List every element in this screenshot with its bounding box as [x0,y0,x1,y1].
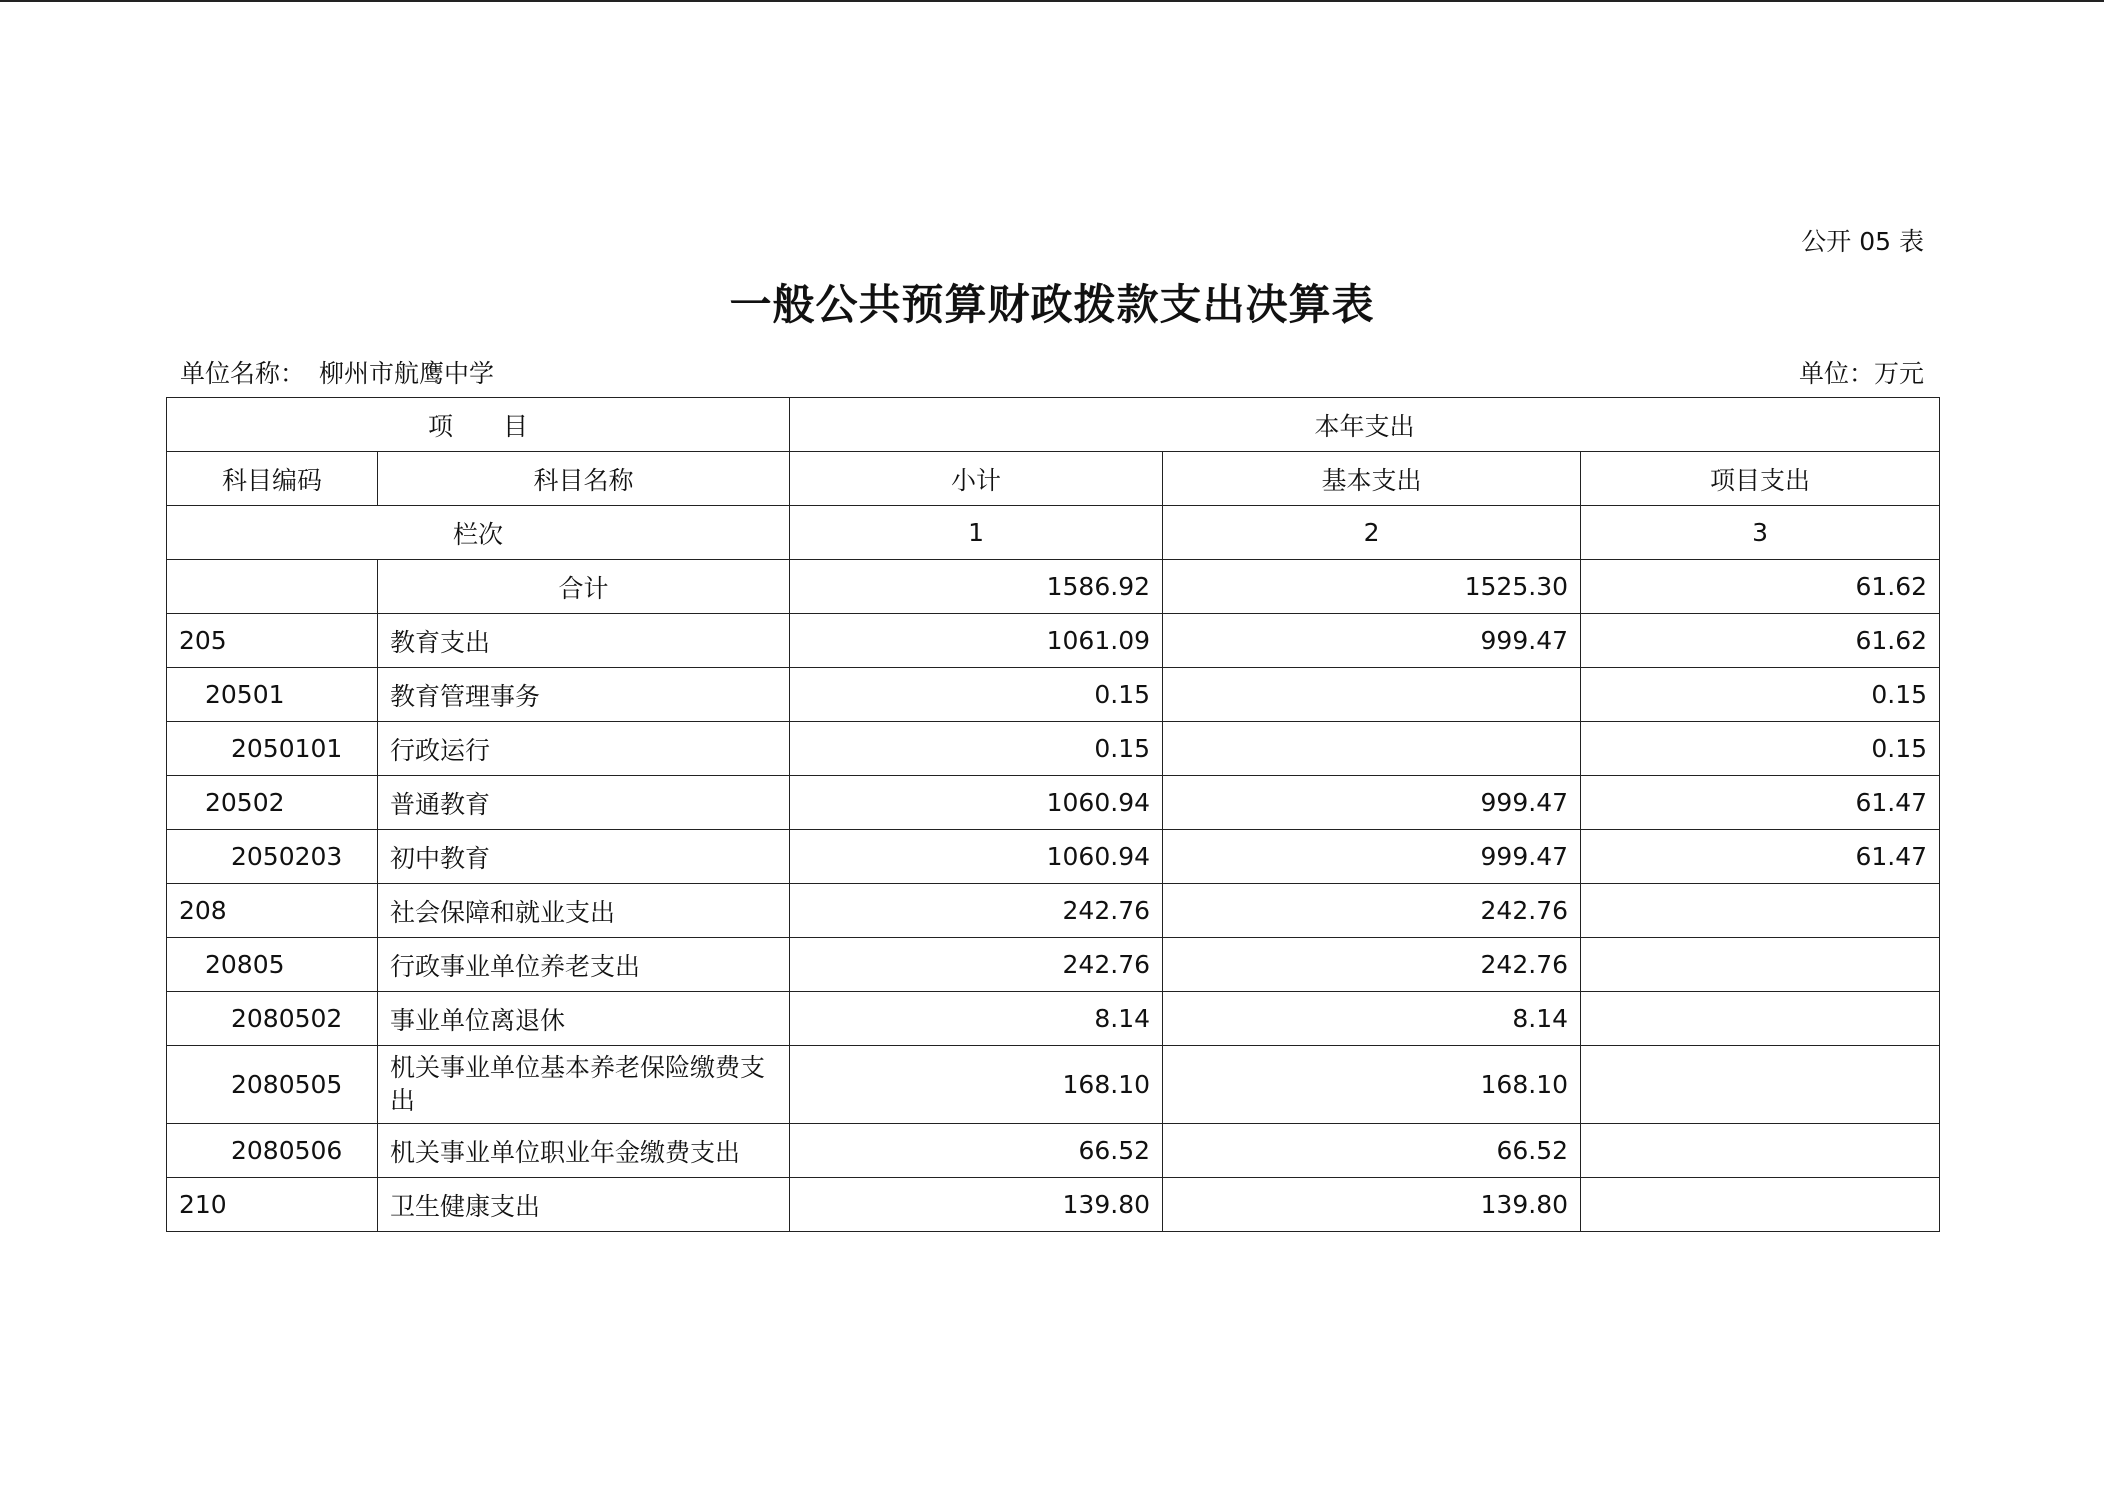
form-number: 公开 05 表 [1801,227,1924,256]
row-code: 2080502 [167,992,378,1046]
table-row [167,938,1940,992]
unit-label: 单位：万元 [1798,359,1924,388]
organization-line [180,354,494,390]
row-basic [1163,668,1581,722]
row-basic: 242.76 [1163,938,1581,992]
row-name: 普通教育 [378,776,790,830]
row-code: 208 [167,884,378,938]
row-subtotal: 242.76 [790,884,1163,938]
row-project: 0.15 [1581,668,1940,722]
row-basic: 139.80 [1163,1178,1581,1232]
row-basic: 66.52 [1163,1124,1581,1178]
total-subtotal: 1586.92 [790,560,1163,614]
page-title: 一般公共预算财政拨款支出决算表 [729,280,1375,329]
table-row [167,992,1940,1046]
total-label: 合计 [378,560,790,614]
row-subtotal: 139.80 [790,1178,1163,1232]
row-subtotal: 66.52 [790,1124,1163,1178]
total-row [167,560,1940,614]
total-code-cell [167,560,378,614]
row-project [1581,1124,1940,1178]
row-project [1581,1178,1940,1232]
top-border-line [0,0,2104,2]
header-project: 项 目 [167,398,790,452]
table-row [167,776,1940,830]
row-project [1581,992,1940,1046]
header-column-no: 栏次 [167,506,790,560]
header-row-1 [167,398,1940,452]
table-row [167,1178,1940,1232]
row-project: 61.47 [1581,830,1940,884]
table-row [167,1046,1940,1124]
row-code: 2050101 [167,722,378,776]
row-name: 教育支出 [378,614,790,668]
total-basic: 1525.30 [1163,560,1581,614]
row-subtotal: 8.14 [790,992,1163,1046]
row-basic: 8.14 [1163,992,1581,1046]
row-basic: 999.47 [1163,614,1581,668]
row-project [1581,884,1940,938]
organization-label: 单位名称： [180,359,306,388]
header-col-1: 1 [790,506,1163,560]
header-col-3: 3 [1581,506,1940,560]
table-row [167,668,1940,722]
row-subtotal: 1060.94 [790,830,1163,884]
row-name: 事业单位离退休 [378,992,790,1046]
header-name: 科目名称 [378,452,790,506]
row-subtotal: 1061.09 [790,614,1163,668]
row-name: 行政事业单位养老支出 [378,938,790,992]
header-code: 科目编码 [167,452,378,506]
row-code: 2080506 [167,1124,378,1178]
header-project-expense: 项目支出 [1581,452,1940,506]
header-row-2 [167,452,1940,506]
row-subtotal: 168.10 [790,1046,1163,1124]
row-subtotal: 0.15 [790,668,1163,722]
row-code: 2080505 [167,1046,378,1124]
table-row [167,884,1940,938]
row-basic: 168.10 [1163,1046,1581,1124]
table-row [167,722,1940,776]
header-row-3 [167,506,1940,560]
row-name: 机关事业单位职业年金缴费支出 [378,1124,790,1178]
row-name: 教育管理事务 [378,668,790,722]
row-basic [1163,722,1581,776]
row-code: 20501 [167,668,378,722]
row-subtotal: 0.15 [790,722,1163,776]
row-code: 2050203 [167,830,378,884]
row-project: 61.62 [1581,614,1940,668]
row-basic: 999.47 [1163,830,1581,884]
header-basic: 基本支出 [1163,452,1581,506]
row-project [1581,938,1940,992]
table-row [167,1124,1940,1178]
row-project: 61.47 [1581,776,1940,830]
header-current-year: 本年支出 [790,398,1940,452]
header-subtotal: 小计 [790,452,1163,506]
expenditure-table [166,397,1940,1232]
header-col-2: 2 [1163,506,1581,560]
table-row [167,614,1940,668]
row-code: 20805 [167,938,378,992]
row-name: 卫生健康支出 [378,1178,790,1232]
row-basic: 999.47 [1163,776,1581,830]
row-subtotal: 242.76 [790,938,1163,992]
row-code: 210 [167,1178,378,1232]
row-name: 机关事业单位基本养老保险缴费支出 [378,1046,790,1124]
row-code: 205 [167,614,378,668]
row-name: 社会保障和就业支出 [378,884,790,938]
row-name: 初中教育 [378,830,790,884]
table-row [167,830,1940,884]
row-name: 行政运行 [378,722,790,776]
organization-name: 柳州市航鹰中学 [319,359,495,388]
total-project: 61.62 [1581,560,1940,614]
row-project: 0.15 [1581,722,1940,776]
row-basic: 242.76 [1163,884,1581,938]
row-code: 20502 [167,776,378,830]
row-project [1581,1046,1940,1124]
row-subtotal: 1060.94 [790,776,1163,830]
